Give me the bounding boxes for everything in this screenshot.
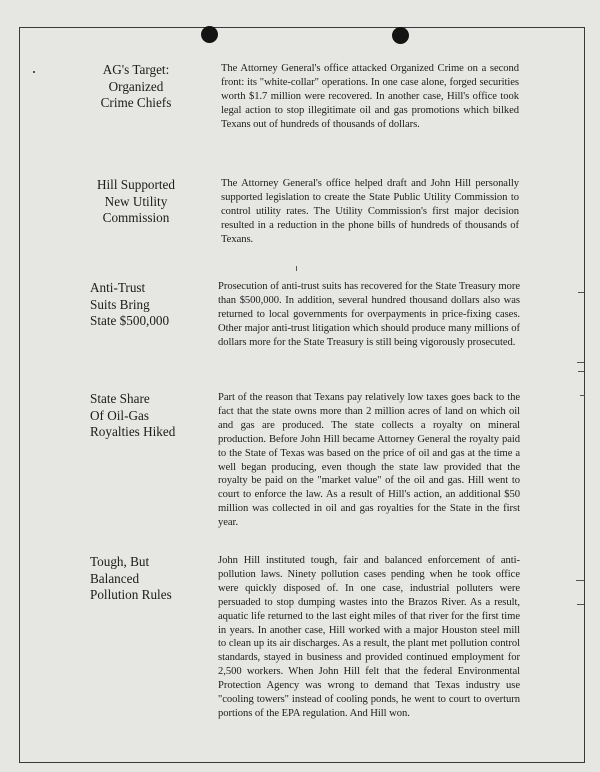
scan-mark	[578, 371, 584, 372]
section-body: John Hill instituted tough, fair and balanced enforcement of anti-pollution laws. Ninety pollution cases pending when he took office were quickly disposed of. In one case, industrial polluters were persuaded to stop dumping wastes into the Brazos River. As a result, aquatic life returned to the last eight miles of that river for the first time in years. In another case, Hill worked with a major Houston steel mill to clean up its air discharges. As a result, the plant met pollution control standards, stayed in business and provided continued employment for 2,500 workers. When John Hill felt that the federal Environmental Protection Agency was wrong to demand that Texas industry use "cooling towers" instead of cooling ponds, he went to court to overturn portions of the EPA regulation. And Hill won.	[218, 555, 520, 719]
section-body: Part of the reason that Texans pay relatively low taxes goes back to the fact that the state owns more than 2 million acres of land on which oil and gas are produced. The state collects a royalty on mineral production. Before John Hill became Attorney General the royalty paid to the State of Texas was based on the price of oil and gas at the time a well began producing, even though the state law provided that the royalty be paid on the "market value" of the oil and gas. Hill went to court to enforce the law. As a result of Hill's action, an additional $50 million was collected in oil and gas royalties for the State in the first year.	[218, 392, 520, 529]
punch-hole-right	[392, 27, 409, 44]
scan-mark	[580, 395, 585, 396]
section-body: The Attorney General's office attacked Organized Crime on a second front: its "white-collar" operations. In one case alone, forged securities worth $1.7 million were recovered. In another case, Hill's office took legal action to stop illegitimate oil and gas promotions which bilked Texans out of hundreds of thousands of dollars.	[221, 63, 519, 130]
scan-mark	[296, 266, 297, 271]
section-body: The Attorney General's office helped draft and John Hill personally supported legislation to create the State Public Utility Commission to control utility rates. The Utility Commission's first major decision resulted in a reduction in the phone bills of hundreds of thousands of Texans.	[221, 178, 519, 245]
punch-hole-left	[201, 26, 218, 43]
scan-mark	[33, 71, 35, 73]
section-body: Prosecution of anti-trust suits has recovered for the State Treasury more than $500,000. In addition, several hundred thousand dollars also was returned to local governments for overpayments in price-fixing cases. Other major anti-trust litigation which should produce many millions of dollars more for the State Treasury is still being vigorously prosecuted.	[218, 281, 520, 348]
scan-mark	[578, 292, 584, 293]
section-heading: State Share Of Oil-Gas Royalties Hiked	[90, 391, 176, 439]
scan-mark	[576, 580, 584, 581]
section-heading: AG's Target: Organized Crime Chiefs	[100, 62, 172, 110]
scan-mark	[577, 604, 584, 605]
section-heading: Hill Supported New Utility Commission	[96, 177, 176, 225]
section-heading: Anti-Trust Suits Bring State $500,000	[90, 280, 170, 328]
section-heading: Tough, But Balanced Pollution Rules	[90, 554, 172, 602]
scan-mark	[577, 362, 584, 363]
